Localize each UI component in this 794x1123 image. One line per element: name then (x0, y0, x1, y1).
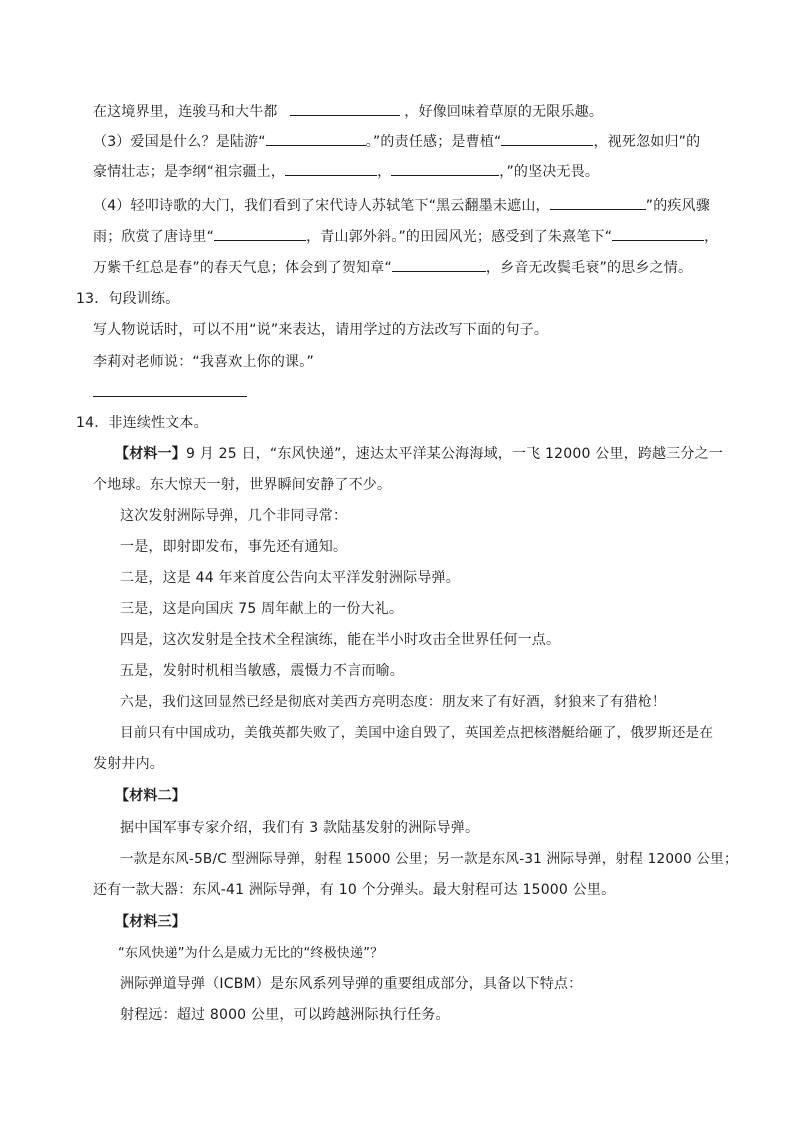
q12-text: 雨；欣赏了唐诗里“ (93, 229, 215, 245)
answer-blank[interactable] (266, 132, 366, 146)
answer-blank[interactable] (214, 227, 306, 241)
material-1-para-3: 目前只有中国成功，美俄英都失败了，美国中途自毁了，英国差点把核潜艇给砸了，俄罗斯还是在 (120, 725, 714, 741)
q12-line-3 (93, 162, 599, 182)
material-1-point-5: 五是，发射时机相当敏感，震慑力不言而喻。 (120, 663, 404, 679)
material-1-point-4: 四是，这次发射是全技术全程演练，能在半小时攻击全世界任何一点。 (120, 632, 561, 648)
answer-blank[interactable] (290, 102, 400, 116)
q13-answer-line[interactable] (93, 396, 247, 397)
q12-text: ，视死忽如归”的 (593, 134, 701, 150)
material-1-point-3: 三是，这是向国庆 75 周年献上的一份大礼。 (120, 601, 404, 617)
material-1-text: 9 月 25 日，“东风快递”，速达太平洋某公海海域，一飞 12000 公里，跨越三分之一 (186, 446, 724, 462)
material-1-point-1: 一是，即射即发布，事先还有通知。 (120, 539, 348, 555)
q12-text: ，青山郭外斜。”的田园风光；感受到了朱熹笔下“ (306, 229, 613, 245)
answer-blank[interactable] (612, 227, 704, 241)
answer-blank[interactable] (392, 258, 486, 272)
material-1-point-2: 二是，这是 44 年来首度公告向太平洋发射洲际导弹。 (120, 570, 460, 586)
material-3-para-2: 洲际弹道导弹（ICBM）是东风系列导弹的重要组成部分，具备以下特点： (120, 976, 583, 992)
q12-text: ，乡音无改鬓毛衰”的思乡之情。 (485, 260, 693, 276)
q12-text: ，好像回味着草原的无限乐趣。 (404, 104, 604, 120)
material-2-para-2: 一款是东风-5B/C 型洲际导弹，射程 15000 公里；另一款是东风-31 洲际导弹，射程 12000 公里； (120, 851, 738, 867)
material-3-para-3: 射程远：超过 8000 公里，可以跨越洲际执行任务。 (120, 1007, 450, 1023)
q13-title: 13．句段训练。 (76, 291, 180, 307)
q12-text: 豪情壮志；是李纲“祖宗疆土， (93, 164, 286, 180)
material-2-para-1: 据中国军事专家介绍，我们有 3 款陆基发射的洲际导弹。 (120, 820, 480, 836)
q12-text: ”的疾风骤 (645, 198, 711, 214)
material-1-tag: 【材料一】 (115, 446, 186, 462)
q12-line-5 (93, 227, 718, 247)
q12-text: （4）轻叩诗歌的大门，我们看到了宋代诗人苏轼笔下“黑云翻墨未遮山， (93, 198, 550, 214)
q12-text: 。”的责任感；是曹植“ (365, 134, 502, 150)
q12-text: ， (377, 164, 392, 180)
material-3-para-1: “东风快递”为什么是威力无比的“终极快递”？ (118, 946, 384, 961)
q12-line-4 (93, 196, 710, 216)
q14-title: 14．非连续性文本。 (76, 415, 208, 431)
answer-blank[interactable] (501, 132, 593, 146)
answer-blank[interactable] (285, 162, 377, 176)
material-2-tag: 【材料二】 (115, 788, 186, 804)
material-1-para-1-cont: 个地球。东大惊天一射，世界瞬间安静了不少。 (93, 477, 392, 493)
q12-line-6 (93, 258, 692, 278)
q12-text: （3）爱国是什么？是陆游“ (93, 134, 266, 150)
q13-instruction: 写人物说话时，可以不用“说”来表达，请用学过的方法改写下面的句子。 (93, 322, 549, 338)
q12-line-2 (93, 132, 700, 152)
q12-line-1 (93, 102, 603, 122)
q12-text: ， (704, 229, 719, 245)
material-1-point-6: 六是，我们这回显然已经是彻底对美西方亮明态度：朋友来了有好酒，豺狼来了有猎枪！ (120, 694, 666, 710)
q13-sentence: 李莉对老师说：“我喜欢上你的课。” (93, 354, 314, 370)
material-2-para-2-cont: 还有一款大器：东风-41 洲际导弹，有 10 个分弹头。最大射程可达 15000 公里。 (93, 882, 616, 898)
material-1-para-1 (115, 444, 723, 464)
q12-text: 在这境界里，连骏马和大牛都 (93, 104, 278, 120)
q12-text: 万紫千红总是春”的春天气息；体会到了贺知章“ (93, 260, 392, 276)
q12-text: ，”的坚决无畏。 (499, 164, 600, 180)
material-3-tag: 【材料三】 (115, 914, 186, 930)
answer-blank[interactable] (550, 196, 646, 210)
material-1-para-3-cont: 发射井内。 (93, 756, 164, 772)
answer-blank[interactable] (391, 162, 499, 176)
material-1-para-2: 这次发射洲际导弹，几个非同寻常： (120, 508, 348, 524)
